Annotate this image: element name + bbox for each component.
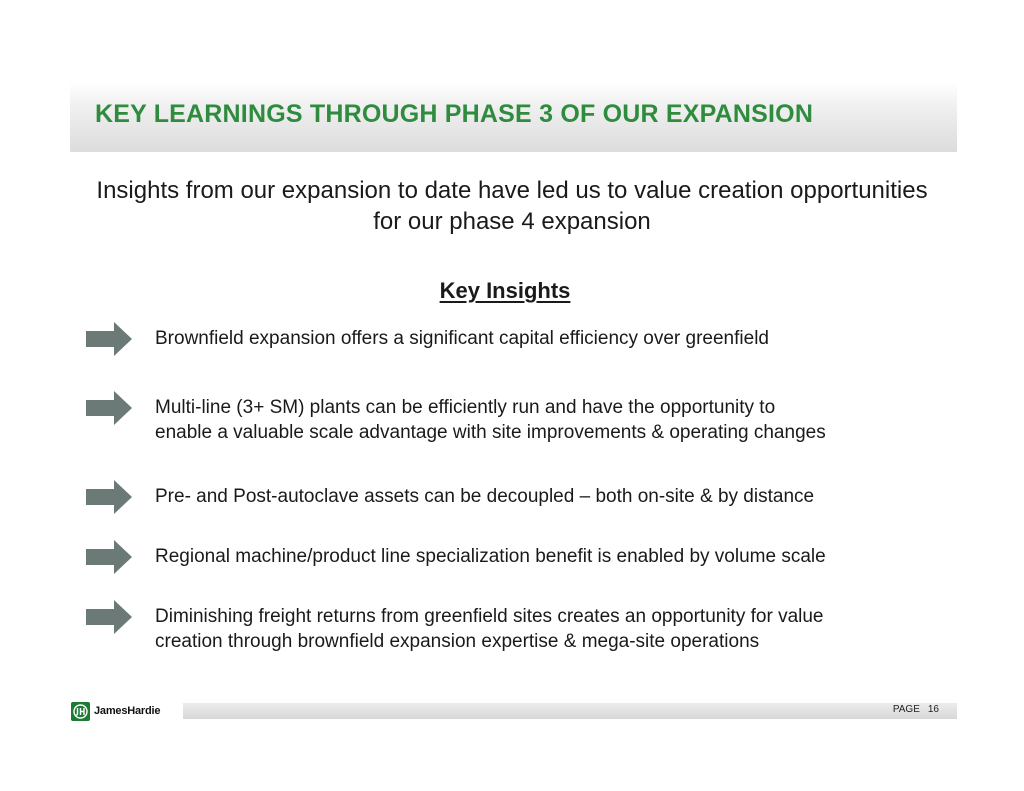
insight-line: creation through brownfield expansion expertise & mega-site operations: [155, 631, 760, 652]
page-number: 16: [927, 704, 939, 715]
insight-text: [155, 484, 935, 509]
insight-line: enable a valuable scale advantage with site improvements & operating changes: [155, 422, 826, 443]
insight-line: Diminishing freight returns from greenfield sites creates an opportunity for value: [155, 606, 824, 627]
footer-bar: [183, 703, 957, 719]
insight-text: [155, 326, 935, 351]
subtitle-line: Insights from our expansion to date have led us to value creation opportunities: [96, 177, 928, 204]
jameshardie-logo-icon: [71, 702, 90, 721]
insight-line: Brownfield expansion offers a significant capital efficiency over greenfield: [155, 328, 769, 349]
brand-logo: [71, 700, 160, 722]
slide-subtitle: [40, 175, 984, 237]
insight-text: [155, 395, 935, 445]
insight-text: [155, 544, 935, 569]
insight-line: Multi-line (3+ SM) plants can be efficiently run and have the opportunity to: [155, 397, 776, 418]
insight-line: Pre- and Post-autoclave assets can be decoupled – both on-site & by distance: [155, 486, 815, 507]
arrow-right-icon: [86, 391, 132, 425]
arrow-right-icon: [86, 600, 132, 634]
arrow-right-icon: [86, 322, 132, 356]
insight-text: [155, 604, 935, 654]
page-label: PAGE: [892, 704, 920, 715]
brand-name: JamesHardie: [94, 705, 161, 717]
page-indicator: [893, 704, 939, 715]
subtitle-line: for our phase 4 expansion: [373, 208, 651, 235]
title-bar: [70, 82, 957, 152]
insight-line: Regional machine/product line specialization benefit is enabled by volume scale: [155, 546, 826, 567]
section-heading: Key Insights: [439, 278, 571, 303]
arrow-right-icon: [86, 540, 132, 574]
arrow-right-icon: [86, 480, 132, 514]
slide-title: KEY LEARNINGS THROUGH PHASE 3 OF OUR EXPANSION: [95, 100, 814, 128]
